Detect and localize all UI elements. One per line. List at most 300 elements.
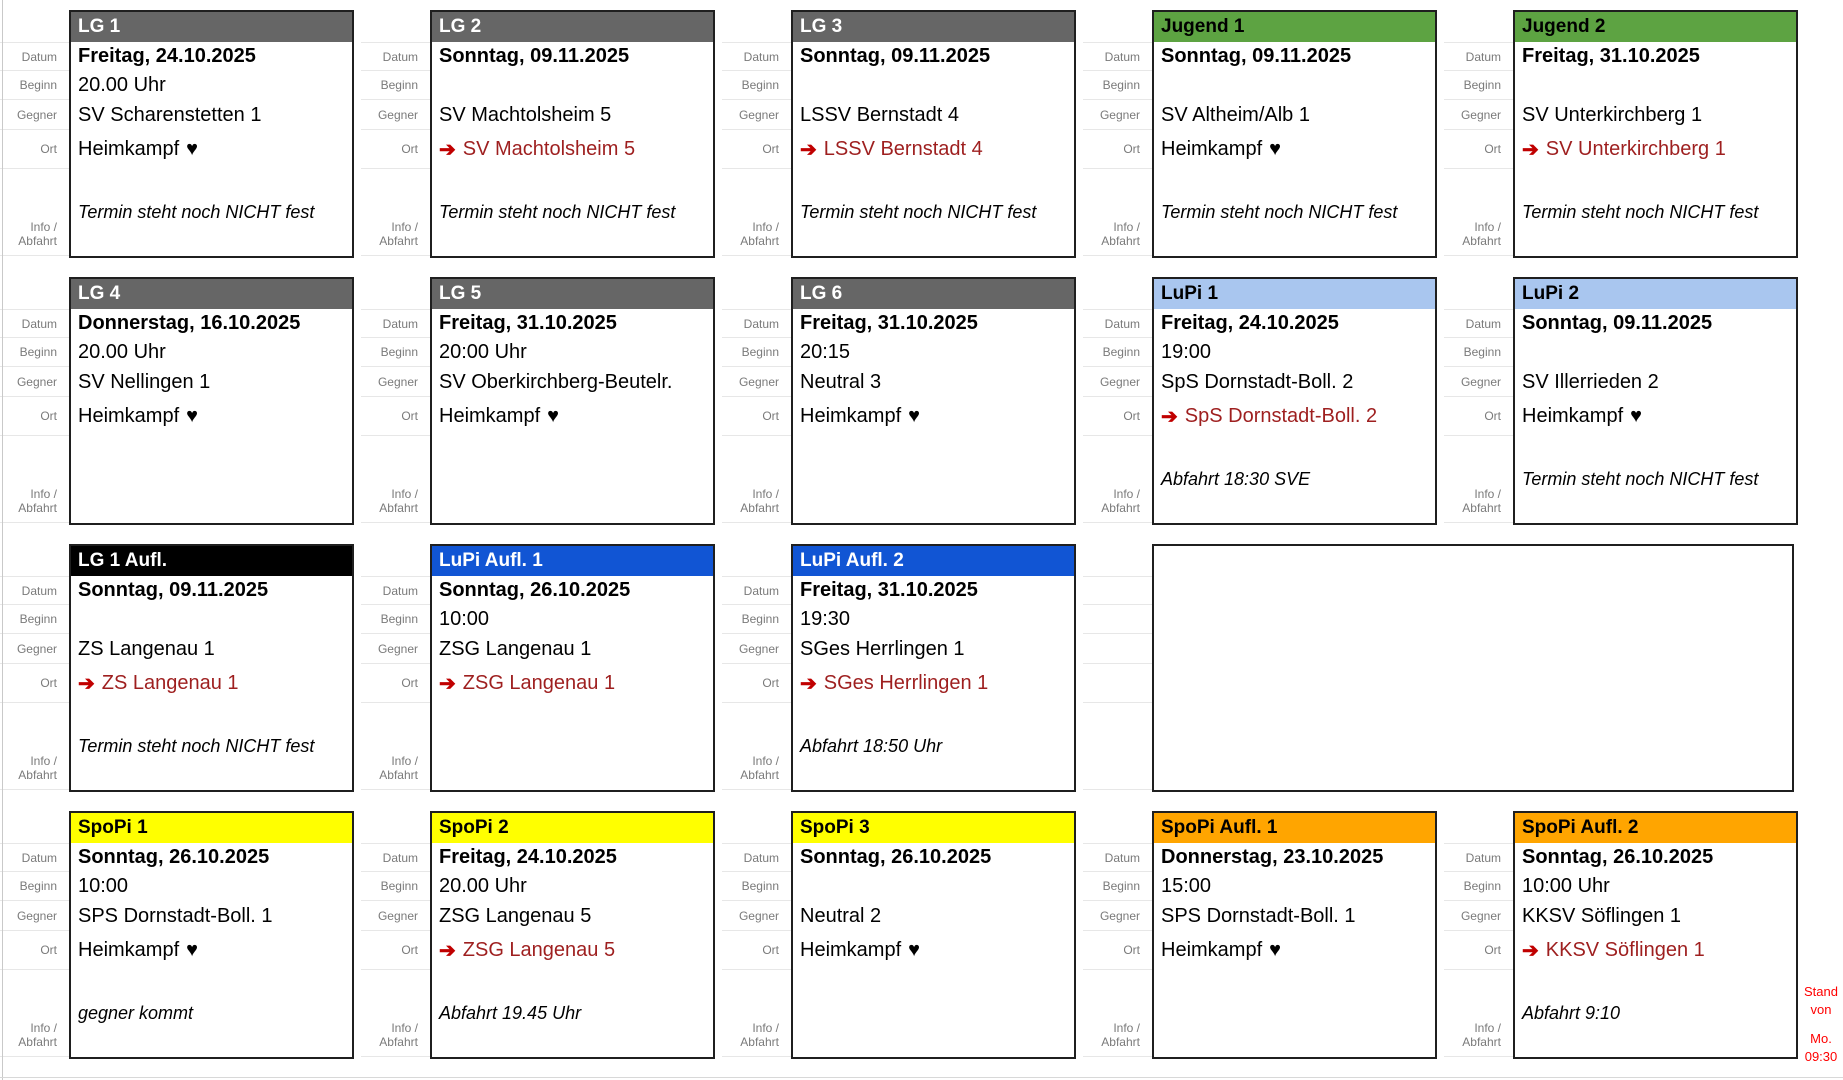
row-labels-column: [1444, 277, 1513, 525]
heart-icon: ♥: [1269, 138, 1282, 160]
stand-time: 09:30: [1804, 1048, 1838, 1064]
card-header: [432, 546, 713, 576]
row-label-ort: Ort: [1083, 931, 1152, 970]
row-label-info-line2: Abfahrt: [740, 1034, 779, 1049]
row-label-info-text: [379, 754, 418, 782]
card-info-value: [793, 436, 1074, 523]
schedule-card: [69, 10, 354, 258]
card-ort-value: [1515, 931, 1796, 970]
row-label-info-line2: Abfahrt: [1101, 1034, 1140, 1049]
row-label-info: [1083, 703, 1152, 790]
card-ort-value: [432, 130, 713, 169]
row-labels-column: [1083, 10, 1152, 258]
card-header: [71, 813, 352, 843]
row-label-ort: Ort: [1083, 397, 1152, 436]
row-label-info-text: [740, 220, 779, 248]
row-labels-column: [722, 544, 791, 792]
card-header: [1154, 279, 1435, 309]
row-label-beginn: Beginn: [361, 605, 430, 634]
row-label-info: [0, 703, 69, 790]
schedule-card: [1152, 811, 1437, 1059]
row-label-info-line1: Info /: [30, 486, 57, 501]
row-label-beginn: Beginn: [722, 605, 791, 634]
row-label-info-line1: Info /: [752, 1020, 779, 1035]
row-label-beginn: Beginn: [361, 71, 430, 100]
row-label-gegner: Gegner: [722, 367, 791, 397]
card-ort-value: [793, 130, 1074, 169]
schedule-cell-group: [0, 277, 361, 525]
card-datum-value: Freitag, 24.10.2025: [439, 846, 617, 868]
card-beginn-value: [432, 71, 713, 100]
card-ort-away-team: SV Machtolsheim 5: [462, 138, 636, 160]
schedule-card: [1513, 277, 1798, 525]
heart-icon: ♥: [908, 939, 921, 961]
row-label-ort: Ort: [722, 931, 791, 970]
card-ort-value: [71, 397, 352, 436]
schedule-card: [69, 544, 354, 792]
row-label-beginn: Beginn: [722, 338, 791, 367]
card-header: [1515, 12, 1796, 42]
card-info-value: Abfahrt 18:30 SVE: [1161, 469, 1311, 489]
row-label-ort: Ort: [722, 397, 791, 436]
card-info-value: gegner kommt: [78, 1003, 194, 1023]
schedule-card: [430, 544, 715, 792]
row-label-info-line1: Info /: [391, 1020, 418, 1035]
row-label-info-line1: Info /: [1474, 219, 1501, 234]
card-gegner-value: SPS Dornstadt-Boll. 1: [78, 904, 273, 927]
row-label-info-line2: Abfahrt: [1462, 500, 1501, 515]
card-header: [1515, 279, 1796, 309]
row-label-info-line2: Abfahrt: [740, 767, 779, 782]
row-label-gegner: Gegner: [0, 901, 69, 931]
card-beginn-value: [793, 71, 1074, 100]
heart-icon: ♥: [186, 939, 199, 961]
row-label-info-text: [379, 487, 418, 515]
row-label-info: [361, 703, 430, 790]
card-datum-value: Sonntag, 09.11.2025: [1522, 312, 1713, 334]
row-label-info-line2: Abfahrt: [379, 767, 418, 782]
card-ort-away-team: ZS Langenau 1: [101, 672, 239, 694]
row-label-gegner: Gegner: [0, 634, 69, 664]
card-beginn-value: 19:30: [800, 608, 851, 630]
row-label-ort: Ort: [1444, 931, 1513, 970]
card-info-value: Termin steht noch NICHT fest: [1522, 202, 1759, 222]
row-label-info-text: [740, 1021, 779, 1049]
card-title: LG 5: [439, 283, 482, 304]
row-label-info-line1: Info /: [391, 753, 418, 768]
card-beginn-value: [793, 872, 1074, 901]
card-datum-value: Sonntag, 09.11.2025: [78, 579, 269, 601]
row-label-gegner: Gegner: [722, 100, 791, 130]
card-gegner-value: ZSG Langenau 5: [439, 904, 592, 927]
row-label-info-text: [379, 1021, 418, 1049]
row-label-info-line2: Abfahrt: [1462, 233, 1501, 248]
schedule-cell-group: [1083, 10, 1444, 258]
row-label-info-line2: Abfahrt: [1101, 233, 1140, 248]
row-labels-column: [0, 811, 69, 1059]
stand-day: Mo.: [1810, 1031, 1832, 1047]
row-label-beginn: Beginn: [0, 338, 69, 367]
row-label-ort: Ort: [0, 130, 69, 169]
card-gegner-value: ZSG Langenau 1: [439, 637, 592, 660]
row-label-info: [0, 436, 69, 523]
card-header: [71, 279, 352, 309]
card-info-value: Termin steht noch NICHT fest: [1522, 469, 1759, 489]
card-info-value: Termin steht noch NICHT fest: [800, 202, 1037, 222]
heart-icon: ♥: [1269, 939, 1282, 961]
row-label-info-line1: Info /: [1474, 486, 1501, 501]
row-label-info-line1: Info /: [391, 486, 418, 501]
row-label-datum: Datum: [0, 843, 69, 872]
row-label-gegner: Gegner: [722, 901, 791, 931]
card-title: SpoPi Aufl. 1: [1161, 817, 1278, 838]
card-gegner-value: SV Nellingen 1: [78, 370, 211, 393]
schedule-cell-group: [1444, 811, 1805, 1059]
row-label-info-text: [1462, 487, 1501, 515]
row-label-datum: Datum: [0, 309, 69, 338]
card-datum-value: Freitag, 31.10.2025: [439, 312, 617, 334]
card-title: LuPi Aufl. 1: [439, 550, 543, 571]
row-label-info-text: [1101, 220, 1140, 248]
row-labels-column: [361, 10, 430, 258]
card-title: LG 4: [78, 283, 121, 304]
schedule-card: [69, 811, 354, 1059]
row-label-info-line2: Abfahrt: [379, 233, 418, 248]
card-beginn-value: 19:00: [1161, 341, 1212, 363]
card-datum-value: Sonntag, 26.10.2025: [800, 846, 992, 868]
card-header: [1154, 813, 1435, 843]
row-label-info: [722, 970, 791, 1057]
row-label-gegner: Gegner: [361, 634, 430, 664]
card-datum-value: Freitag, 31.10.2025: [800, 579, 978, 601]
row-label-info-line1: Info /: [1113, 219, 1140, 234]
schedule-cell-group: [1083, 277, 1444, 525]
card-title: LG 2: [439, 16, 482, 37]
row-label-datum: Datum: [1444, 309, 1513, 338]
schedule-cell-group: [1444, 277, 1805, 525]
row-label-info: [722, 703, 791, 790]
card-header: [793, 813, 1074, 843]
schedule-card: [791, 544, 1076, 792]
schedule-row-2: [0, 277, 1843, 544]
row-label-info-line1: Info /: [30, 1020, 57, 1035]
card-header: [432, 813, 713, 843]
card-beginn-value: [1515, 71, 1796, 100]
page-left-border: [2, 0, 3, 1080]
row-labels-column: [1083, 811, 1152, 1059]
row-label-beginn: Beginn: [361, 338, 430, 367]
row-label-datum: Datum: [361, 42, 430, 71]
row-labels-column: [0, 544, 69, 792]
schedule-cell-group: [0, 811, 361, 1059]
card-gegner-value: SGes Herrlingen 1: [800, 637, 965, 660]
away-arrow-icon: ➔: [1522, 139, 1539, 161]
row-label-info-line1: Info /: [752, 753, 779, 768]
card-title: LuPi Aufl. 2: [800, 550, 904, 571]
row-label-info-line2: Abfahrt: [740, 233, 779, 248]
row-label-gegner: Gegner: [1083, 367, 1152, 397]
card-ort-value: [71, 664, 352, 703]
row-labels-column: [361, 811, 430, 1059]
schedule-cell-group: [1444, 10, 1805, 258]
row-label-datum: Datum: [1083, 42, 1152, 71]
card-header: [71, 12, 352, 42]
row-label-beginn: Beginn: [1083, 71, 1152, 100]
schedule-card: [791, 811, 1076, 1059]
card-ort-home-label: Heimkampf: [439, 405, 541, 427]
schedule-card: [1513, 10, 1798, 258]
row-label-beginn: Beginn: [1083, 338, 1152, 367]
schedule-card: [1152, 277, 1437, 525]
heart-icon: ♥: [1630, 405, 1643, 427]
card-title: SpoPi 2: [439, 817, 509, 838]
row-label-info-line2: Abfahrt: [18, 767, 57, 782]
card-datum-value: Sonntag, 09.11.2025: [439, 45, 630, 67]
row-label-datum: Datum: [361, 576, 430, 605]
row-label-gegner: Gegner: [1083, 100, 1152, 130]
row-label-ort: Ort: [0, 397, 69, 436]
row-labels-column: [1083, 277, 1152, 525]
row-label-info-text: [18, 220, 57, 248]
card-gegner-value: SpS Dornstadt-Boll. 2: [1161, 370, 1354, 393]
card-ort-value: [71, 130, 352, 169]
row-label-beginn: Beginn: [1083, 872, 1152, 901]
row-labels-column: [1444, 811, 1513, 1059]
row-label-info-line1: Info /: [752, 486, 779, 501]
card-title: LuPi 1: [1161, 283, 1219, 304]
card-datum-value: Freitag, 31.10.2025: [800, 312, 978, 334]
card-ort-value: [432, 931, 713, 970]
row-label-beginn: Beginn: [0, 605, 69, 634]
schedule-cell-group: [1083, 811, 1444, 1059]
schedule-row-1: [0, 10, 1843, 277]
row-label-ort: Ort: [361, 931, 430, 970]
row-label-gegner: Gegner: [1444, 367, 1513, 397]
row-label-info-text: [1101, 487, 1140, 515]
card-ort-value: [432, 397, 713, 436]
schedule-card: [430, 10, 715, 258]
card-info-value: [432, 436, 713, 523]
schedule-grid: [0, 10, 1843, 1059]
card-info-value: Abfahrt 18:50 Uhr: [800, 736, 943, 756]
schedule-row-4: [0, 811, 1843, 1059]
row-label-info-text: [1101, 1021, 1140, 1049]
row-label-info: [722, 436, 791, 523]
card-info-value: [793, 970, 1074, 1057]
card-datum-value: Freitag, 24.10.2025: [1161, 312, 1339, 334]
card-ort-away-team: SV Unterkirchberg 1: [1545, 138, 1726, 160]
heart-icon: ♥: [547, 405, 560, 427]
schedule-card: [1152, 10, 1437, 258]
row-label-ort: Ort: [361, 130, 430, 169]
card-ort-value: [793, 397, 1074, 436]
row-label-datum: Datum: [722, 843, 791, 872]
card-gegner-value: KKSV Söflingen 1: [1522, 904, 1681, 927]
card-info-value: [432, 703, 713, 790]
card-header: [1515, 813, 1796, 843]
row-label-info-line1: Info /: [1113, 486, 1140, 501]
row-label-info: [1083, 169, 1152, 256]
card-ort-value: [793, 664, 1074, 703]
schedule-cell-group: [722, 277, 1083, 525]
card-ort-home-label: Heimkampf: [78, 405, 180, 427]
card-beginn-value: 15:00: [1161, 875, 1212, 897]
card-ort-value: [432, 664, 713, 703]
card-beginn-value: 20.00 Uhr: [78, 341, 166, 363]
row-label-datum: Datum: [1083, 843, 1152, 872]
row-label-beginn: Beginn: [0, 872, 69, 901]
card-beginn-value: 10:00 Uhr: [1522, 875, 1610, 897]
card-datum-value: Freitag, 31.10.2025: [1522, 45, 1700, 67]
row-label-datum: Datum: [0, 576, 69, 605]
heart-icon: ♥: [186, 138, 199, 160]
card-ort-value: [1515, 130, 1796, 169]
card-ort-home-label: Heimkampf: [800, 939, 902, 961]
away-arrow-icon: ➔: [439, 940, 456, 962]
card-title: LG 6: [800, 283, 843, 304]
row-labels-column: [361, 544, 430, 792]
row-labels-column: [722, 811, 791, 1059]
schedule-cell-group: [0, 544, 361, 792]
row-label-info-line1: Info /: [1474, 1020, 1501, 1035]
row-label-gegner: Gegner: [1444, 100, 1513, 130]
card-gegner-value: SV Unterkirchberg 1: [1522, 103, 1703, 126]
row-label-info-text: [1462, 220, 1501, 248]
row-label-beginn: Beginn: [722, 71, 791, 100]
card-ort-value: [1515, 397, 1796, 436]
schedule-card: [430, 811, 715, 1059]
card-beginn-value: 20.00 Uhr: [78, 74, 166, 96]
card-beginn-value: 10:00: [78, 875, 129, 897]
row-label-info: [0, 970, 69, 1057]
row-label-ort: Ort: [1083, 130, 1152, 169]
row-label-info-text: [740, 754, 779, 782]
away-arrow-icon: ➔: [800, 139, 817, 161]
card-header: [432, 279, 713, 309]
stand-word-2: von: [1810, 1001, 1832, 1017]
card-header: [793, 12, 1074, 42]
card-beginn-value: [1154, 71, 1435, 100]
card-gegner-value: SV Illerrieden 2: [1522, 370, 1659, 393]
row-labels-column: [0, 277, 69, 525]
row-label-beginn: Beginn: [361, 872, 430, 901]
row-label-info-text: [379, 220, 418, 248]
row-label-ort: Ort: [1444, 397, 1513, 436]
row-label-info-line2: Abfahrt: [18, 500, 57, 515]
row-label-info-text: [18, 1021, 57, 1049]
card-ort-home-label: Heimkampf: [1522, 405, 1624, 427]
card-beginn-value: [1515, 338, 1796, 367]
row-label-gegner: Gegner: [722, 634, 791, 664]
card-header: [793, 546, 1074, 576]
card-ort-value: [1154, 397, 1435, 436]
card-info-value: Abfahrt 9:10: [1522, 1003, 1621, 1023]
row-label-beginn: Beginn: [1444, 71, 1513, 100]
row-label-datum: Datum: [1083, 309, 1152, 338]
card-ort-away-team: LSSV Bernstadt 4: [823, 138, 983, 160]
row-label-ort: Ort: [1444, 130, 1513, 169]
card-title: LG 1 Aufl.: [78, 550, 168, 571]
row-label-info-text: [1462, 1021, 1501, 1049]
row-label-gegner: Gegner: [361, 901, 430, 931]
card-ort-away-team: ZSG Langenau 5: [462, 939, 616, 961]
stand-word-1: Stand: [1804, 984, 1838, 999]
card-gegner-value: SPS Dornstadt-Boll. 1: [1161, 904, 1356, 927]
stand-timestamp: [1800, 983, 1842, 1065]
card-ort-value: [793, 931, 1074, 970]
schedule-cell-group: [722, 544, 1083, 792]
row-label-info: [361, 169, 430, 256]
card-title: SpoPi 1: [78, 817, 148, 838]
row-label-ort: Ort: [361, 397, 430, 436]
row-label-info-line1: Info /: [391, 219, 418, 234]
schedule-cell-group: [361, 277, 722, 525]
row-label-gegner: Gegner: [1083, 901, 1152, 931]
card-header: [432, 12, 713, 42]
row-labels-column: [722, 10, 791, 258]
card-datum-value: Donnerstag, 23.10.2025: [1161, 846, 1384, 868]
card-title: Jugend 2: [1522, 16, 1606, 37]
schedule-card: [69, 277, 354, 525]
row-label-info-line2: Abfahrt: [18, 233, 57, 248]
row-labels-column: [1444, 10, 1513, 258]
row-label-ort: Ort: [361, 664, 430, 703]
empty-schedule-cell: [1152, 544, 1794, 792]
row-label-info: [1444, 436, 1513, 523]
away-arrow-icon: ➔: [78, 673, 95, 695]
card-gegner-value: SV Altheim/Alb 1: [1161, 103, 1310, 126]
card-info-value: Termin steht noch NICHT fest: [1161, 202, 1398, 222]
row-label-info: [361, 436, 430, 523]
row-label-beginn: [1083, 605, 1152, 634]
card-gegner-value: Neutral 2: [800, 904, 882, 927]
row-label-gegner: Gegner: [0, 367, 69, 397]
card-beginn-value: 10:00: [439, 608, 490, 630]
row-label-info-line2: Abfahrt: [379, 1034, 418, 1049]
schedule-card: [430, 277, 715, 525]
card-title: Jugend 1: [1161, 16, 1245, 37]
schedule-cell-group-empty: [1083, 544, 1794, 792]
schedule-card: [791, 277, 1076, 525]
card-title: LuPi 2: [1522, 283, 1580, 304]
schedule-cell-group: [722, 811, 1083, 1059]
card-datum-value: Donnerstag, 16.10.2025: [78, 312, 301, 334]
row-label-ort: [1083, 664, 1152, 703]
card-beginn-value: 20:00 Uhr: [439, 341, 527, 363]
row-label-ort: Ort: [0, 931, 69, 970]
row-label-beginn: Beginn: [1444, 872, 1513, 901]
card-beginn-value: [71, 605, 352, 634]
row-label-datum: Datum: [361, 309, 430, 338]
row-labels-column: [361, 277, 430, 525]
schedule-card: [791, 10, 1076, 258]
card-gegner-value: SV Scharenstetten 1: [78, 103, 262, 126]
row-label-ort: Ort: [722, 664, 791, 703]
card-ort-away-team: ZSG Langenau 1: [462, 672, 616, 694]
row-label-beginn: Beginn: [0, 71, 69, 100]
row-label-gegner: Gegner: [1444, 901, 1513, 931]
card-title: LG 1: [78, 16, 121, 37]
away-arrow-icon: ➔: [1161, 406, 1178, 428]
card-datum-value: Sonntag, 26.10.2025: [439, 579, 631, 601]
card-gegner-value: ZS Langenau 1: [78, 637, 215, 660]
card-datum-value: Sonntag, 26.10.2025: [78, 846, 270, 868]
row-label-gegner: [1083, 634, 1152, 664]
page-bottom-border: [0, 1077, 1843, 1078]
row-label-info: [1083, 970, 1152, 1057]
card-header: [71, 546, 352, 576]
card-ort-away-team: SpS Dornstadt-Boll. 2: [1184, 405, 1378, 427]
